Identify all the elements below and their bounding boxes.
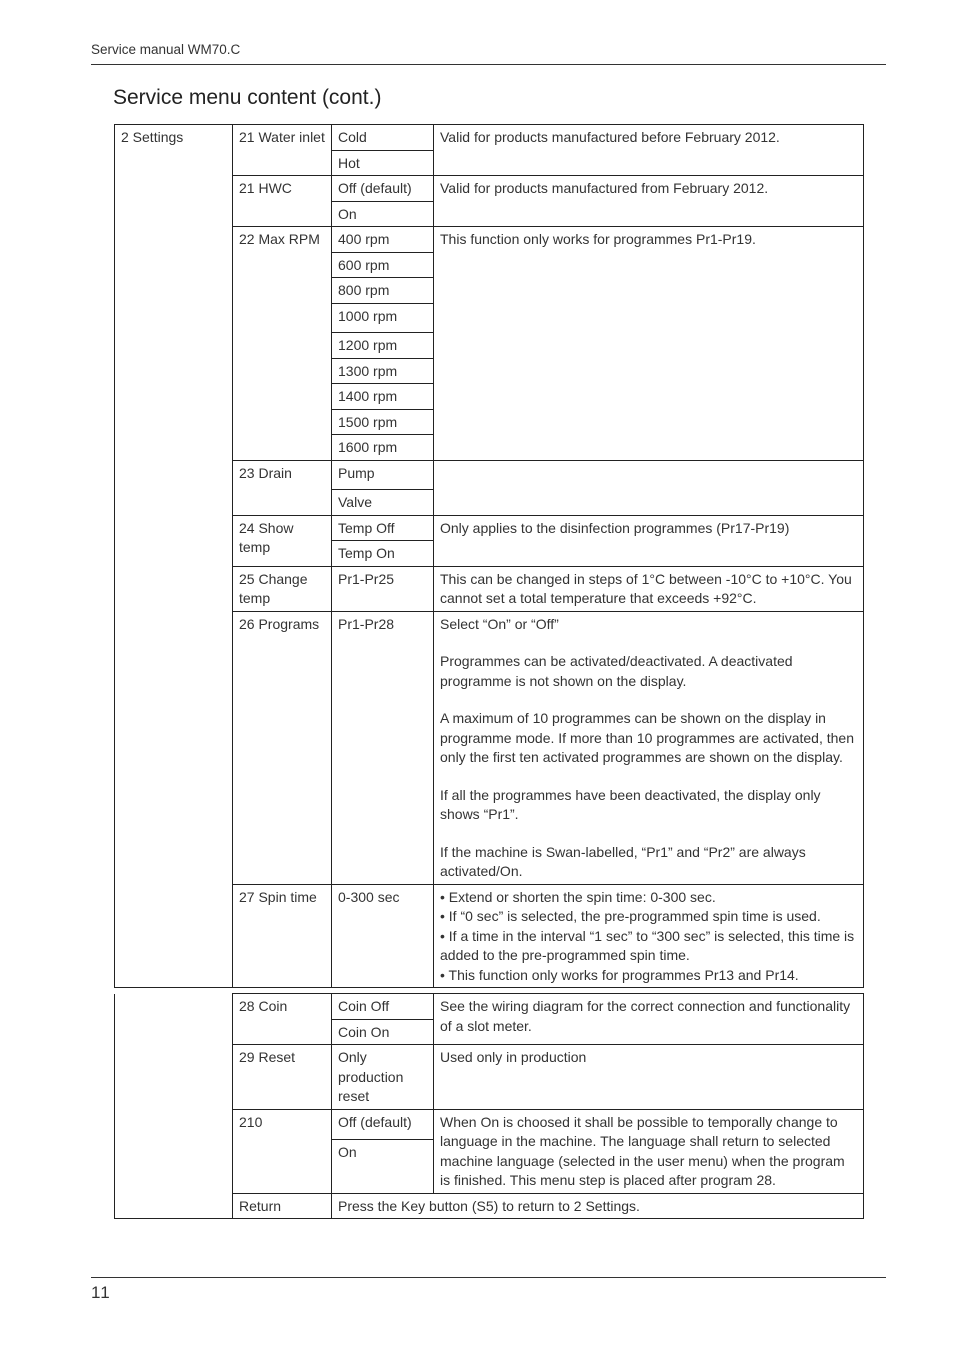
option-cell: 0-300 sec bbox=[332, 884, 434, 988]
setting-label: 24 Show temp bbox=[233, 515, 332, 566]
option-cell: Pr1-Pr25 bbox=[332, 566, 434, 611]
setting-label: 21 Water inlet bbox=[233, 125, 332, 176]
bullet-item: • This function only works for programmes Pr13 and Pr14. bbox=[440, 966, 799, 983]
description-cell: Valid for products manufactured before February 2012. bbox=[434, 125, 864, 176]
description-paragraph: If all the programmes have been deactivated, the display only shows “Pr1”. bbox=[440, 786, 821, 822]
description-paragraph: Select “On” or “Off” bbox=[440, 615, 559, 632]
option-cell: On bbox=[332, 201, 434, 227]
description-cell bbox=[434, 460, 864, 515]
setting-label: 23 Drain bbox=[233, 460, 332, 515]
option-cell: 1500 rpm bbox=[332, 409, 434, 435]
option-cell: Cold bbox=[332, 125, 434, 151]
option-cell: Pr1-Pr28 bbox=[332, 611, 434, 884]
option-cell: Coin Off bbox=[332, 994, 434, 1020]
setting-label: 26 Programs bbox=[233, 611, 332, 884]
option-cell: Pump bbox=[332, 460, 434, 490]
setting-label: 22 Max RPM bbox=[233, 227, 332, 461]
option-cell: 1600 rpm bbox=[332, 435, 434, 461]
description-cell: Valid for products manufactured from February 2012. bbox=[434, 176, 864, 227]
running-header: Service manual WM70.C bbox=[91, 42, 241, 57]
description-cell: This function only works for programmes Pr1-Pr19. bbox=[434, 227, 864, 461]
bullet-item: • If a time in the interval “1 sec” to “300 sec” is selected, this time is added to the pre-programmed spin time. bbox=[440, 927, 855, 963]
bullet-item: • Extend or shorten the spin time: 0-300 sec. bbox=[440, 888, 716, 905]
option-cell: On bbox=[332, 1139, 434, 1193]
description-paragraph: If the machine is Swan-labelled, “Pr1” and “Pr2” are always activated/On. bbox=[440, 843, 806, 879]
table-row bbox=[115, 994, 864, 1020]
description-cell: Press the Key button (S5) to return to 2 Settings. bbox=[332, 1193, 864, 1219]
description-cell: See the wiring diagram for the correct connection and functionality of a slot meter. bbox=[434, 994, 864, 1045]
setting-label: Return bbox=[233, 1193, 332, 1219]
setting-label: 27 Spin time bbox=[233, 884, 332, 988]
description-cell: This can be changed in steps of 1°C between -10°C to +10°C. You cannot set a total temperature that exceeds +92°C. bbox=[434, 566, 864, 611]
description-paragraph: A maximum of 10 programmes can be shown on the display in programme mode. If more than 10 programmes are activated, then only the first ten activated programmes are shown on the display. bbox=[440, 710, 854, 765]
description-cell bbox=[434, 884, 864, 988]
header-divider bbox=[91, 64, 886, 65]
option-cell: Temp Off bbox=[332, 515, 434, 541]
bullet-item: • If “0 sec” is selected, the pre-programmed spin time is used. bbox=[440, 908, 821, 924]
description-cell: When On is choosed it shall be possible to temporally change to language in the machine. The language shall return to selected machine language (selected in the user menu) when the program is finished. This menu step is placed after program 28. bbox=[434, 1109, 864, 1193]
page-number: 11 bbox=[91, 1283, 111, 1302]
option-cell: Hot bbox=[332, 150, 434, 176]
option-cell: 600 rpm bbox=[332, 252, 434, 278]
footer-divider bbox=[91, 1277, 886, 1278]
option-cell: 800 rpm bbox=[332, 278, 434, 304]
setting-label: 28 Coin bbox=[233, 994, 332, 1045]
table-row bbox=[115, 125, 864, 151]
option-cell: 400 rpm bbox=[332, 227, 434, 253]
group-label-continued bbox=[115, 994, 233, 1219]
description-cell: Used only in production bbox=[434, 1045, 864, 1110]
service-menu-table bbox=[114, 124, 864, 988]
option-cell: 1300 rpm bbox=[332, 358, 434, 384]
section-title: Service menu content (cont.) bbox=[113, 86, 382, 109]
service-menu-table-continued bbox=[114, 993, 864, 1219]
option-cell: 1400 rpm bbox=[332, 384, 434, 410]
setting-label: 21 HWC bbox=[233, 176, 332, 227]
setting-label: 25 Change temp bbox=[233, 566, 332, 611]
option-cell: Off (default) bbox=[332, 176, 434, 202]
setting-label: 29 Reset bbox=[233, 1045, 332, 1110]
description-paragraph: Programmes can be activated/deactivated. A deactivated programme is not shown on the display. bbox=[440, 653, 793, 689]
option-cell: Off (default) bbox=[332, 1109, 434, 1139]
description-cell: Only applies to the disinfection programmes (Pr17-Pr19) bbox=[434, 515, 864, 566]
option-cell: Temp On bbox=[332, 541, 434, 567]
option-cell: 1200 rpm bbox=[332, 333, 434, 359]
option-cell: Valve bbox=[332, 490, 434, 516]
option-cell: Coin On bbox=[332, 1019, 434, 1045]
description-cell bbox=[434, 611, 864, 884]
option-cell: Only production reset bbox=[332, 1045, 434, 1110]
setting-label: 210 bbox=[233, 1109, 332, 1193]
group-label: 2 Settings bbox=[115, 125, 233, 988]
option-cell: 1000 rpm bbox=[332, 303, 434, 333]
